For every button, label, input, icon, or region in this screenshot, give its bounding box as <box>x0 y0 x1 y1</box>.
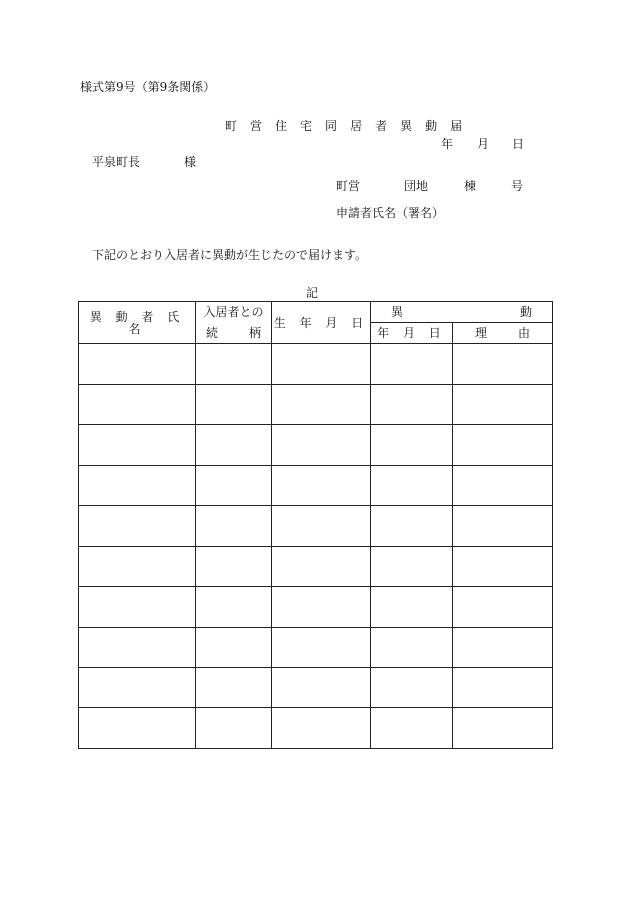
change-table <box>78 301 553 749</box>
addressee-mayor: 平泉町長 <box>92 155 141 169</box>
cell-change-date[interactable] <box>371 627 453 667</box>
header-change-reason <box>453 323 553 344</box>
cell-name[interactable] <box>79 465 196 505</box>
cell-change-date[interactable] <box>371 587 453 627</box>
cell-relationship[interactable] <box>196 344 272 384</box>
cell-name[interactable] <box>79 627 196 667</box>
cell-name[interactable] <box>79 667 196 707</box>
table-row <box>79 506 553 546</box>
cell-change-date[interactable] <box>371 546 453 586</box>
table-row <box>79 465 553 505</box>
cell-name[interactable] <box>79 344 196 384</box>
cell-birth-date[interactable] <box>272 546 371 586</box>
applicant-name-label: 申請者氏名（署名） <box>336 206 445 220</box>
cell-change-reason[interactable] <box>453 627 553 667</box>
cell-change-reason[interactable] <box>453 465 553 505</box>
cell-birth-date[interactable] <box>272 465 371 505</box>
header-relationship-bottom <box>196 327 271 339</box>
cell-change-reason[interactable] <box>453 708 553 749</box>
cell-change-date[interactable] <box>371 708 453 749</box>
table-row <box>79 587 553 627</box>
table-row <box>79 344 553 384</box>
header-change <box>371 302 553 323</box>
cell-change-date[interactable] <box>371 667 453 707</box>
header-changer-name: 異 動 者 氏 名 <box>79 302 196 344</box>
table-row <box>79 708 553 749</box>
cell-change-reason[interactable] <box>453 344 553 384</box>
header-relationship <box>196 302 272 344</box>
cell-change-reason[interactable] <box>453 587 553 627</box>
document-title: 町 営 住 宅 同 居 者 異 動 届 <box>225 119 467 133</box>
ki-heading: 記 <box>306 286 319 300</box>
address-town-housing-label: 町営 <box>336 179 361 193</box>
cell-name[interactable] <box>79 708 196 749</box>
cell-birth-date[interactable] <box>272 667 371 707</box>
cell-birth-date[interactable] <box>272 506 371 546</box>
table-row <box>79 384 553 424</box>
cell-birth-date[interactable] <box>272 344 371 384</box>
cell-change-reason[interactable] <box>453 546 553 586</box>
cell-name[interactable] <box>79 506 196 546</box>
cell-name[interactable] <box>79 587 196 627</box>
addressee-honorific: 様 <box>184 155 197 169</box>
cell-relationship[interactable] <box>196 425 272 465</box>
table-row <box>79 546 553 586</box>
header-relationship-top: 入居者との <box>203 305 264 320</box>
header-relationship-zoku: 続 <box>206 326 219 341</box>
date-month-label: 月 <box>477 137 490 151</box>
cell-relationship[interactable] <box>196 667 272 707</box>
table-row <box>79 425 553 465</box>
header-reason-yu: 由 <box>517 326 530 341</box>
header-change-date: 年 月 日 <box>371 323 453 344</box>
date-year-label: 年 <box>441 137 454 151</box>
header-change-do: 動 <box>519 305 532 320</box>
header-reason-ri: 理 <box>475 326 488 341</box>
address-building-label: 棟 <box>464 179 477 193</box>
cell-relationship[interactable] <box>196 506 272 546</box>
cell-birth-date[interactable] <box>272 425 371 465</box>
cell-change-date[interactable] <box>371 506 453 546</box>
cell-name[interactable] <box>79 384 196 424</box>
cell-birth-date[interactable] <box>272 627 371 667</box>
cell-relationship[interactable] <box>196 627 272 667</box>
table-row <box>79 667 553 707</box>
cell-change-date[interactable] <box>371 344 453 384</box>
cell-change-date[interactable] <box>371 384 453 424</box>
header-birth-date: 生 年 月 日 <box>272 302 371 344</box>
cell-relationship[interactable] <box>196 546 272 586</box>
cell-relationship[interactable] <box>196 587 272 627</box>
form-number: 様式第9号（第9条関係） <box>80 80 216 94</box>
cell-birth-date[interactable] <box>272 587 371 627</box>
header-relationship-gara: 柄 <box>248 326 261 341</box>
cell-change-date[interactable] <box>371 465 453 505</box>
cell-name[interactable] <box>79 425 196 465</box>
address-complex-label: 団地 <box>404 179 429 193</box>
cell-birth-date[interactable] <box>272 708 371 749</box>
address-number-label: 号 <box>511 179 524 193</box>
cell-relationship[interactable] <box>196 384 272 424</box>
cell-change-reason[interactable] <box>453 384 553 424</box>
date-day-label: 日 <box>512 137 525 151</box>
header-change-i: 異 <box>391 305 404 320</box>
cell-change-date[interactable] <box>371 425 453 465</box>
cell-change-reason[interactable] <box>453 425 553 465</box>
cell-birth-date[interactable] <box>272 384 371 424</box>
cell-relationship[interactable] <box>196 708 272 749</box>
cell-name[interactable] <box>79 546 196 586</box>
table-row <box>79 627 553 667</box>
cell-relationship[interactable] <box>196 465 272 505</box>
cell-change-reason[interactable] <box>453 667 553 707</box>
notification-statement: 下記のとおり入居者に異動が生じたので届けます。 <box>92 248 368 262</box>
cell-change-reason[interactable] <box>453 506 553 546</box>
